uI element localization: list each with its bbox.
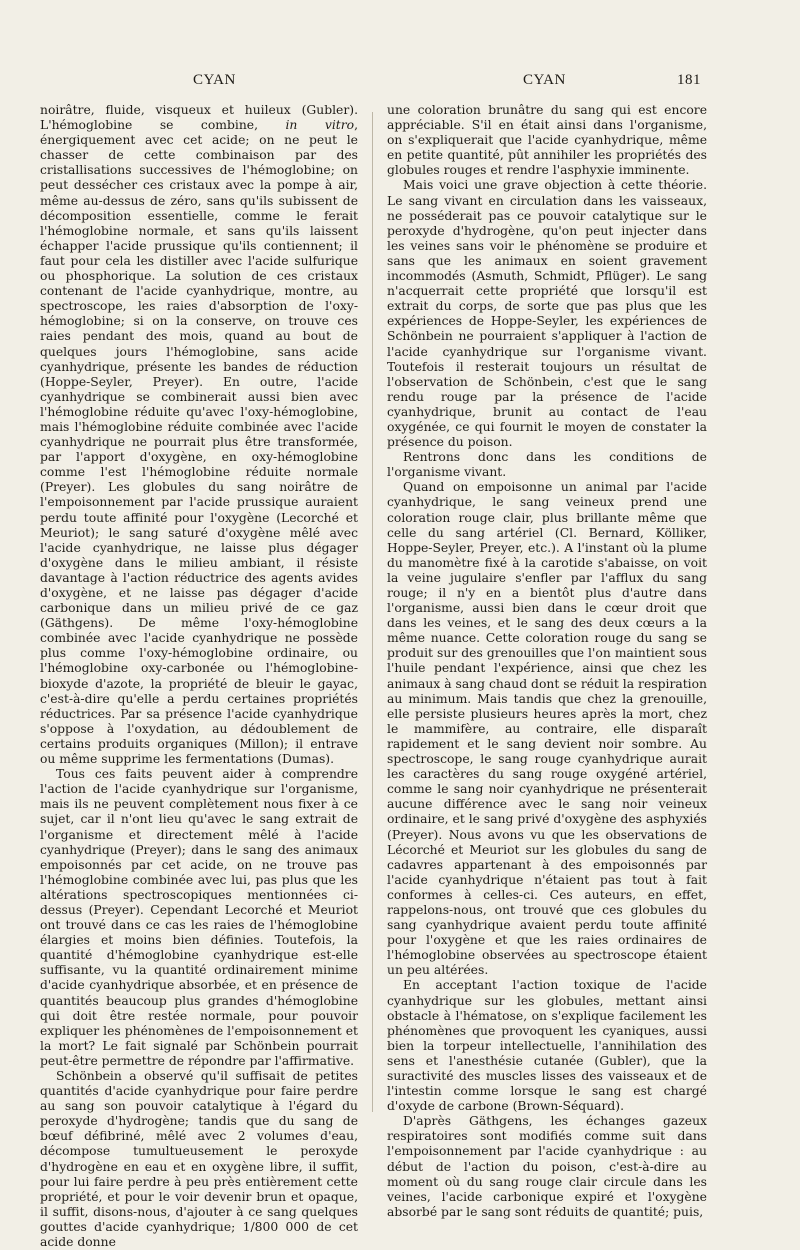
- paragraph: Mais voici une grave objection à cette théorie. Le sang vivant en circulation dans les vaisseaux, ne posséderait pas ce pouvoir catalytique sur le peroxyde d'hydrogène, qu'on peut injecter dans les veines sans voir le phénomène se produire et sans que les animaux en soient gravement incommodés (Asmuth, Schmidt, Pflüger). Le sang n'acquerrait cette propriété que lorsqu'il est extrait du corps, de sorte que pas plus que les expériences de Hoppe-Seyler, les expériences de Schönbein ne pourraient s'appliquer à l'action de l'acide cyanhydrique sur l'organisme vivant. Toutefois il resterait toujours un résultat de l'observation de Schönbein, c'est que le sang rendu rouge par la présence de l'acide cyanhydrique, brunit au contact de l'eau oxygénée, ce qui fournit le moyen de constater la présence du poison.: [387, 178, 707, 450]
- paragraph: Quand on empoisonne un animal par l'acide cyanhydrique, le sang veineux prend une coloration rouge clair, plus brillante même que celle du sang artériel (Cl. Bernard, Kölliker, Hoppe-Seyler, Preyer, etc.). A l'instant où la plume du manomètre fixé à la carotide s'abaisse, on voit la veine jugulaire s'enfler par l'afflux du sang rouge; il n'y en a bientôt plus d'autre dans l'organisme, aussi bien dans le cœur droit que dans les veines, et le sang des deux cœurs a la même nuance. Cette coloration rouge du sang se produit sur des grenouilles que l'on maintient sous l'huile pendant l'expérience, ainsi que chez les animaux à sang chaud dont se réduit la respiration au minimum. Mais tandis que chez la grenouille, elle persiste plusieurs heures après la mort, chez le mammifère, au contraire, elle disparaît rapidement et le sang devient noir sombre. Au spectroscope, le sang rouge cyanhydrique aurait les caractères du sang rouge oxygéné artériel, comme le sang noir cyanhydrique ne présenterait aucune différence avec le sang noir veineux ordinaire, et le sang privé d'oxygène des asphyxiés (Preyer). Nous avons vu que les observations de Lécorché et Meuriot sur les globules du sang de cadavres appartenant à des empoisonnés par l'acide cyanhydrique n'étaient pas tout à fait conformes à celles-ci. Ces auteurs, en effet, rappelons-nous, ont trouvé que ces globules du sang cyanhydrique avaient perdu toute affinité pour l'oxygène et que les raies ordinaires de l'hémoglobine observées au spectroscope étaient un peu altérées.: [387, 480, 707, 978]
- page-number: 181: [677, 72, 701, 88]
- italic-text: in vitro: [285, 118, 355, 133]
- paragraph: Schönbein a observé qu'il suffisait de petites quantités d'acide cyanhydrique pour faire perdre au sang son pouvoir catalytique à l'égard du peroxyde d'hydrogène; tandis que du sang de bœuf défibriné, mêlé avec 2 volumes d'eau, décompose tumultueusement le peroxyde d'hydrogène en eau et en oxygène libre, il suffit, pour lui faire perdre à peu près entièrement cette propriété, et pour le voir devenir brun et opaque, il suffit, disons-nous, d'ajouter à ce sang quelques gouttes d'acide cyanhydrique; 1/800 000 de cet acide donne: [40, 1069, 358, 1250]
- paragraph: Tous ces faits peuvent aider à comprendre l'action de l'acide cyanhydrique sur l'organisme, mais ils ne peuvent complètement nous fixer à ce sujet, car il n'ont lieu qu'avec le sang extrait de l'organisme et directement mêlé à l'acide cyanhydrique (Preyer); dans le sang des animaux empoisonnés par cet acide, on ne trouve pas l'hémoglobine combinée avec lui, pas plus que les altérations spectroscopiques mentionnées ci-dessus (Preyer). Cependant Lecorché et Meuriot ont trouvé dans ce cas les raies de l'hémoglobine élargies et moins bien définies. Toutefois, la quantité d'hémoglobine cyanhydrique est-elle suffisante, vu la quantité ordinairement minime d'acide cyanhydrique absorbée, et en présence de quantités beaucoup plus grandes d'hémoglobine qui doit être restée normale, pour pouvoir expliquer les phénomènes de l'empoisonnement et la mort? Le fait signalé par Schönbein pourrait peut-être permettre de répondre par l'affirmative.: [40, 767, 358, 1068]
- paragraph: une coloration brunâtre du sang qui est encore appréciable. S'il en était ainsi dans l'organisme, on s'expliquerait que l'acide cyanhydrique, même en petite quantité, pût annihiler les propriétés des globules rouges et rendre l'asphyxie imminente.: [387, 103, 707, 178]
- right-column: [387, 103, 707, 1220]
- paragraph-text: noirâtre, fluide, visqueux et huileux (Gubler). L'hémoglobine se combine,: [40, 103, 358, 133]
- paragraph-text: , énergiquement avec cet acide; on ne peut le chasser de cette combinaison par des cristallisations successives de l'hémoglobine; on peut dessécher ces cristaux avec la pompe à air, même au-dessus de zéro, sans qu'ils subissent de décomposition essentielle, comme le ferait l'hémoglobine normale, et sans qu'ils laissent échapper l'acide prussique qu'ils contiennent; il faut pour cela les distiller avec l'acide sulfurique ou phosphorique. La solution de ces cristaux contenant de l'acide cyanhydrique, montre, au spectroscope, les raies d'absorption de l'oxy-hémoglobine; si on la conserve, on trouve ces raies pendant des mois, quand au bout de quelques jours l'hémoglobine, sans acide cyanhydrique, présente les bandes de réduction (Hoppe-Seyler, Preyer). En outre, l'acide cyanhydrique se combinerait aussi bien avec l'hémoglobine réduite qu'avec l'oxy-hémoglobine, mais l'hémoglobine réduite combinée avec l'acide cyanhydrique ne pourrait plus être transformée, par l'apport d'oxygène, en oxy-hémoglobine comme l'est l'hémoglobine réduite normale (Preyer). Les globules du sang noirâtre de l'empoisonnement par l'acide prussique auraient perdu toute affinité pour l'oxygène (Lecorché et Meuriot); le sang saturé d'oxygène mêlé avec l'acide cyanhydrique, ne laisse plus dégager d'oxygène dans le milieu ambiant, il résiste davantage à l'action réductrice des agents avides d'oxygène, et ne laisse pas dégager d'acide carbonique dans un milieu privé de ce gaz (Gäthgens). De même l'oxy-hémoglobine combinée avec l'acide cyanhydrique ne possède plus comme l'oxy-hémoglobine ordinaire, ou l'hémoglobine oxy-carbonée ou l'hémoglobine-bioxyde d'azote, la propriété de bleuir le gayac, c'est-à-dire qu'elle a perdu certaines propriétés réductrices. Par sa présence l'acide cyanhydrique s'oppose à l'oxydation, au dédoublement de certains produits organiques (Millon); il entrave ou même supprime les fermentations (Dumas).: [40, 118, 358, 767]
- right-running-head: CYAN: [523, 72, 566, 88]
- paragraph: [40, 103, 358, 767]
- paragraph: En acceptant l'action toxique de l'acide cyanhydrique sur les globules, mettant ainsi obstacle à l'hématose, on s'explique facilement les phénomènes que provoquent les cyaniques, aussi bien la torpeur intellectuelle, l'annihilation des sens et l'anesthésie cutanée (Gubler), que la suractivité des muscles lisses des vaisseaux et de l'intestin comme lorsque le sang est chargé d'oxyde de carbone (Brown-Séquard).: [387, 978, 707, 1114]
- running-header: [0, 72, 800, 96]
- paragraph: Rentrons donc dans les conditions de l'organisme vivant.: [387, 450, 707, 480]
- paragraph: D'après Gäthgens, les échanges gazeux respiratoires sont modifiés comme suit dans l'empoisonnement par l'acide cyanhydrique : au début de l'action du poison, c'est-à-dire au moment où du sang rouge clair circule dans les veines, l'acide carbonique expiré et l'oxygène absorbé par le sang sont réduits de quantité; puis,: [387, 1114, 707, 1219]
- left-column: [40, 103, 358, 1250]
- left-running-head: CYAN: [193, 72, 236, 88]
- column-divider: [372, 112, 373, 1112]
